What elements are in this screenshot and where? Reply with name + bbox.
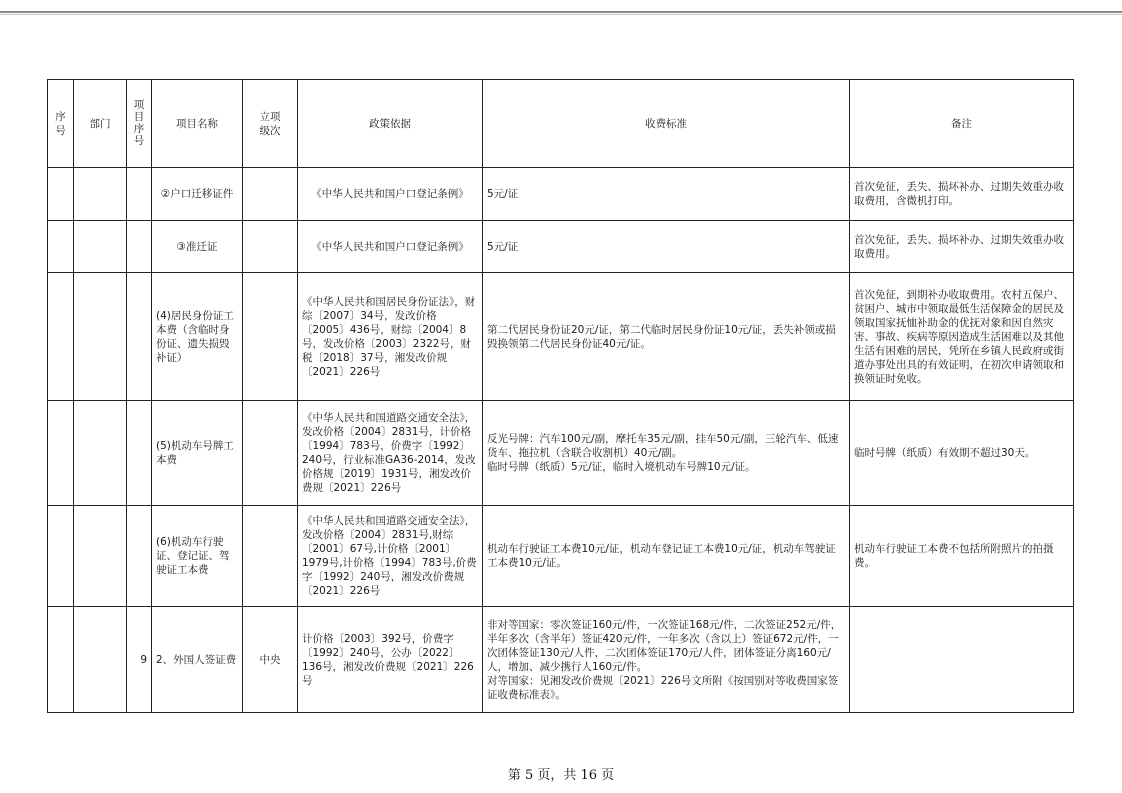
cell-seq <box>48 168 74 221</box>
cell-policy: 《中华人民共和国户口登记条例》 <box>298 168 483 221</box>
header-item-name: 项目名称 <box>152 80 243 168</box>
cell-item-name: (6)机动车行驶证、登记证、驾驶证工本费 <box>152 506 243 607</box>
cell-item-name: ③准迁证 <box>152 221 243 273</box>
table-row <box>48 221 1074 273</box>
cell-remarks <box>850 607 1074 713</box>
cell-level <box>243 168 298 221</box>
cell-item-seq <box>127 168 152 221</box>
cell-item-seq <box>127 221 152 273</box>
cell-policy: 《中华人民共和国居民身份证法》，财综〔2007〕34号，发改价格〔2005〕436号，财综〔2004〕8号，发改价格〔2003〕2322号，财税〔2018〕37号，湘发改价规〔2021〕226号 <box>298 273 483 401</box>
fee-table <box>47 79 1074 713</box>
cell-item-seq: 9 <box>127 607 152 713</box>
cell-remarks: 首次免征，丢失、损坏补办、过期失效重办收取费用。 <box>850 221 1074 273</box>
cell-item-name: (4)居民身份证工本费（含临时身份证、遗失损毁补证） <box>152 273 243 401</box>
header-level <box>243 80 298 168</box>
cell-policy: 《中华人民共和国道路交通安全法》，发改价格〔2004〕2831号,财综〔2001〕67号,计价格〔2001〕1979号,计价格〔1994〕783号,价费字〔1992〕240号，湘发改价费规〔2021〕226号 <box>298 506 483 607</box>
top-rule-thin <box>0 14 1122 15</box>
header-standard: 收费标准 <box>483 80 850 168</box>
cell-remarks: 机动车行驶证工本费不包括所附照片的拍摄费。 <box>850 506 1074 607</box>
cell-standard: 机动车行驶证工本费10元/证，机动车登记证工本费10元/证，机动车驾驶证工本费10元/证。 <box>483 506 850 607</box>
header-row <box>48 80 1074 168</box>
cell-remarks: 临时号牌（纸质）有效期不超过30天。 <box>850 401 1074 506</box>
table-row <box>48 401 1074 506</box>
header-item-seq-text: 项目序号 <box>133 99 145 147</box>
cell-level <box>243 273 298 401</box>
cell-item-name: 2、外国人签证费 <box>152 607 243 713</box>
cell-standard: 第二代居民身份证20元/证，第二代临时居民身份证10元/证，丢失补领或损毁换领第二代居民身份证40元/证。 <box>483 273 850 401</box>
cell-department <box>74 221 127 273</box>
cell-seq <box>48 273 74 401</box>
cell-policy: 《中华人民共和国道路交通安全法》，发改价格〔2004〕2831号，计价格〔1994〕783号，价费字〔1992〕240号，行业标准GA36-2014，发改价格规〔2019〕1931号，湘发改价费规〔2021〕226号 <box>298 401 483 506</box>
cell-remarks: 首次免征，丢失、损坏补办、过期失效重办收取费用，含微机打印。 <box>850 168 1074 221</box>
cell-department <box>74 607 127 713</box>
cell-item-name: ②户口迁移证件 <box>152 168 243 221</box>
table-row <box>48 607 1074 713</box>
cell-standard: 反光号牌：汽车100元/副，摩托车35元/副，挂车50元/副，三轮汽车、低速货车、拖拉机（含联合收割机）40元/副。 临时号牌（纸质）5元/证，临时入境机动车号牌10元/证。 <box>483 401 850 506</box>
cell-policy: 《中华人民共和国户口登记条例》 <box>298 221 483 273</box>
cell-seq <box>48 607 74 713</box>
cell-department <box>74 168 127 221</box>
cell-item-name: (5)机动车号牌工本费 <box>152 401 243 506</box>
cell-standard: 5元/证 <box>483 221 850 273</box>
cell-item-seq <box>127 273 152 401</box>
cell-level: 中央 <box>243 607 298 713</box>
cell-remarks: 首次免征，到期补办收取费用。农村五保户、贫困户、城市中领取最低生活保障金的居民及领取国家抚恤补助金的优抚对象和因自然灾害、事故、疾病等原因造成生活困难以及其他生活有困难的居民，凭所在乡镇人民政府或街道办事处出具的有效证明，在初次申请领取和换领证时免收。 <box>850 273 1074 401</box>
cell-seq <box>48 506 74 607</box>
header-remarks: 备注 <box>850 80 1074 168</box>
cell-policy: 计价格〔2003〕392号，价费字〔1992〕240号，公办〔2022〕136号，湘发改价费规〔2021〕226号 <box>298 607 483 713</box>
cell-item-seq <box>127 401 152 506</box>
cell-level <box>243 401 298 506</box>
cell-department <box>74 401 127 506</box>
table-row <box>48 273 1074 401</box>
cell-department <box>74 273 127 401</box>
header-level-text: 立项级次 <box>259 110 281 137</box>
table-row <box>48 506 1074 607</box>
header-department: 部门 <box>74 80 127 168</box>
cell-level <box>243 221 298 273</box>
cell-level <box>243 506 298 607</box>
cell-seq <box>48 401 74 506</box>
table-row <box>48 168 1074 221</box>
header-item-seq <box>127 80 152 168</box>
cell-standard: 非对等国家：零次签证160元/件，一次签证168元/件，二次签证252元/件，半年多次（含半年）签证420元/件，一年多次（含以上）签证672元/件，一次团体签证130元/人件，二次团体签证170元/人件，团体签证分离160元/人，增加、减少携行人160元/件。 对等国家：见湘发改价费规〔2021〕226号文所附《按国别对等收费国家签证收费标准表》。 <box>483 607 850 713</box>
cell-seq <box>48 221 74 273</box>
header-policy: 政策依据 <box>298 80 483 168</box>
cell-standard: 5元/证 <box>483 168 850 221</box>
top-rule <box>0 11 1122 13</box>
page-number: 第 5 页，共 16 页 <box>507 768 615 783</box>
header-seq: 序号 <box>48 80 74 168</box>
cell-item-seq <box>127 506 152 607</box>
cell-department <box>74 506 127 607</box>
